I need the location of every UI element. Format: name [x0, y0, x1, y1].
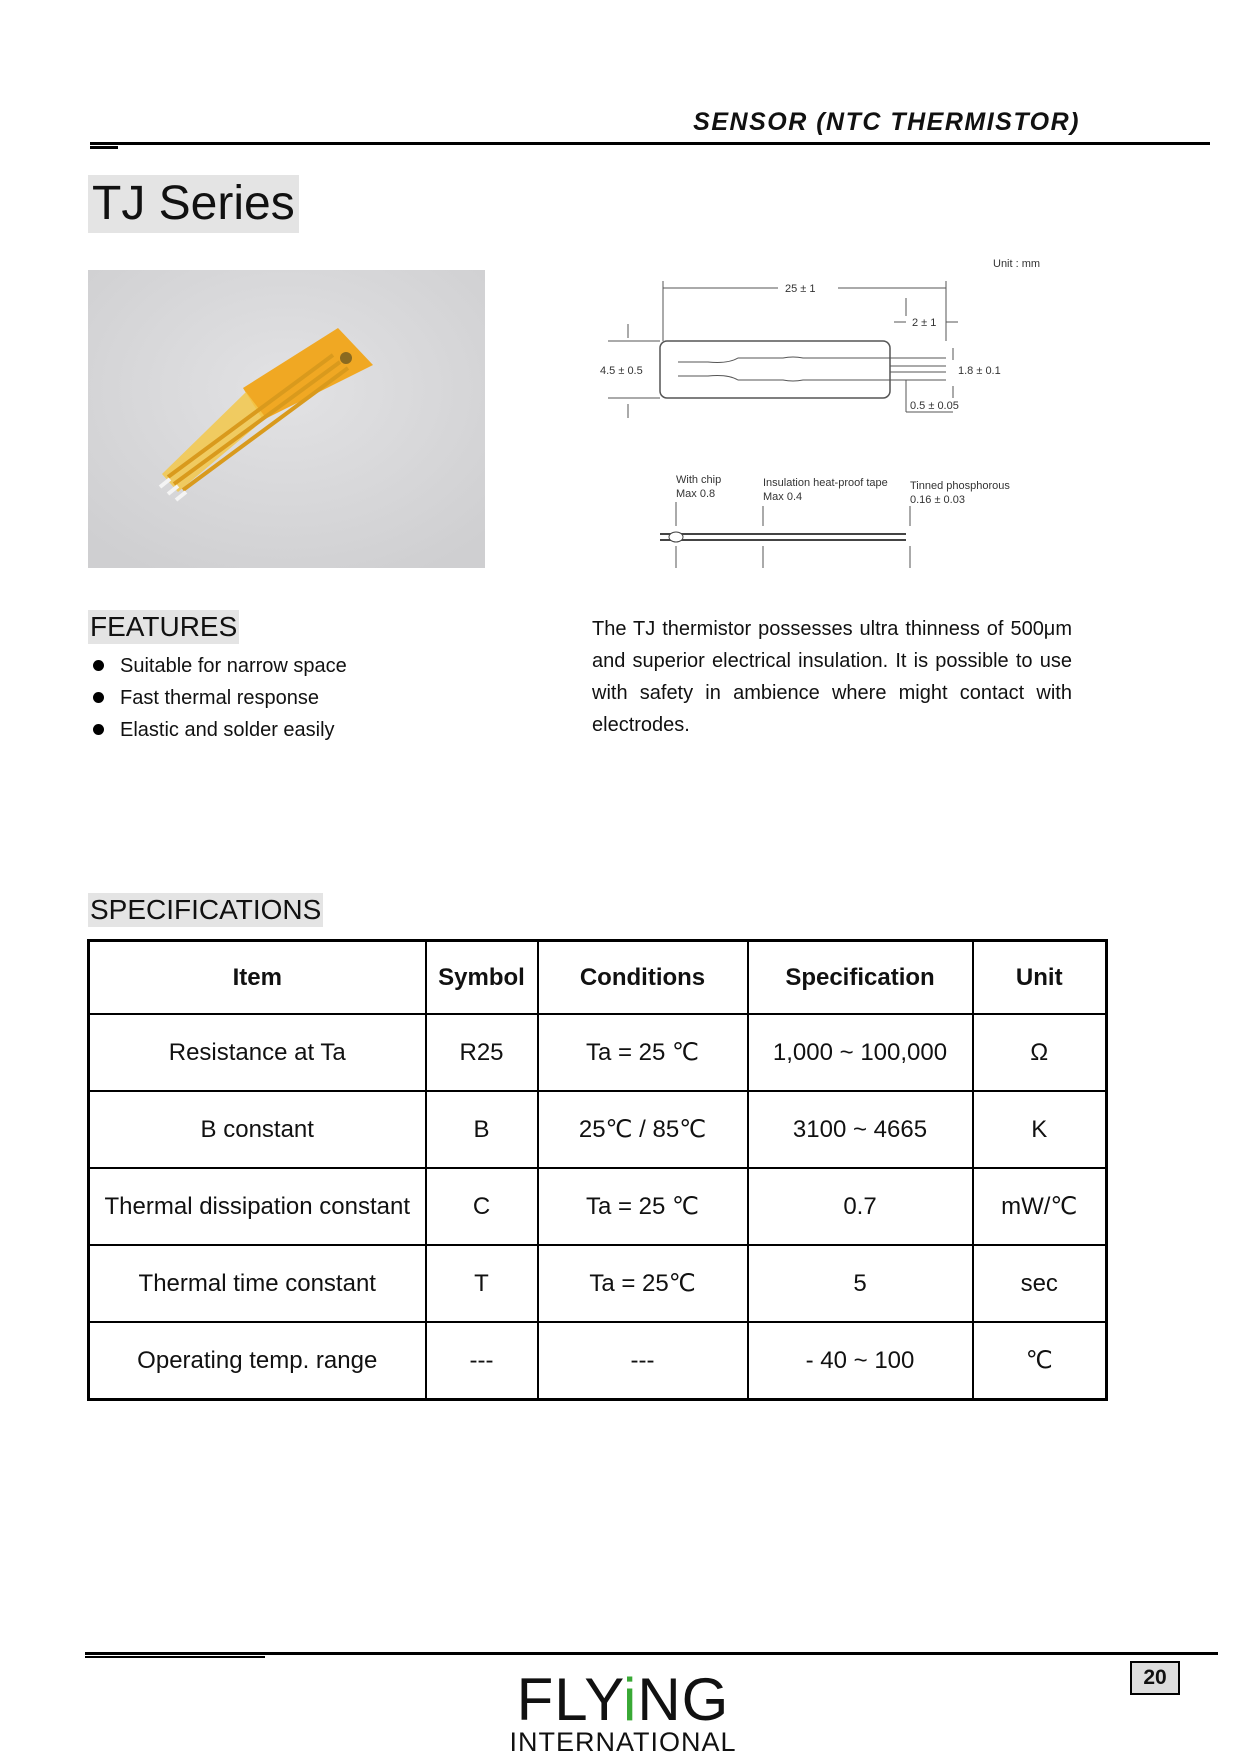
page-header-title: SENSOR (NTC THERMISTOR) — [693, 108, 1080, 136]
cell-conditions: Ta = 25℃ — [538, 1245, 748, 1322]
table-row — [89, 1245, 1107, 1322]
diagram-length: 25 ± 1 — [785, 283, 816, 295]
logo-text-accent: i — [623, 1666, 638, 1733]
diagram-lead-thickness: 0.16 ± 0.03 — [910, 494, 965, 506]
cell-item: B constant — [89, 1091, 426, 1168]
table-row — [89, 1091, 1107, 1168]
cell-symbol: --- — [426, 1322, 538, 1400]
list-item — [90, 682, 347, 714]
page-number: 20 — [1130, 1661, 1180, 1695]
feature-text: Fast thermal response — [120, 687, 319, 709]
column-header: Specification — [748, 941, 973, 1015]
specifications-heading: SPECIFICATIONS — [90, 894, 322, 925]
cell-conditions: Ta = 25 ℃ — [538, 1168, 748, 1245]
cell-symbol: T — [426, 1245, 538, 1322]
table-header-row — [89, 941, 1107, 1015]
list-item — [90, 714, 347, 746]
footer-rule-accent — [85, 1656, 265, 1658]
cell-specification: 5 — [748, 1245, 973, 1322]
diagram-lead-width: 0.5 ± 0.05 — [910, 400, 959, 412]
features-list — [90, 650, 347, 746]
footer-rule — [85, 1652, 1218, 1655]
cell-specification: - 40 ~ 100 — [748, 1322, 973, 1400]
cell-conditions: --- — [538, 1322, 748, 1400]
cell-symbol: B — [426, 1091, 538, 1168]
cell-conditions: 25℃ / 85℃ — [538, 1091, 748, 1168]
cell-item: Thermal time constant — [89, 1245, 426, 1322]
table-row — [89, 1168, 1107, 1245]
cell-item: Resistance at Ta — [89, 1014, 426, 1091]
cell-specification: 3100 ~ 4665 — [748, 1091, 973, 1168]
cell-specification: 0.7 — [748, 1168, 973, 1245]
diagram-chip-label: With chip — [676, 474, 722, 486]
features-heading: FEATURES — [90, 611, 238, 642]
diagram-lead-spacing: 1.8 ± 0.1 — [958, 365, 1001, 377]
cell-item: Thermal dissipation constant — [89, 1168, 426, 1245]
diagram-tape-max: Max 0.4 — [763, 491, 803, 503]
cell-unit: sec — [973, 1245, 1107, 1322]
diagram-tape-label: Insulation heat-proof tape — [763, 477, 888, 489]
feature-text: Suitable for narrow space — [120, 655, 347, 677]
specifications-table — [87, 939, 1108, 1401]
table-row — [89, 1014, 1107, 1091]
cell-conditions: Ta = 25 ℃ — [538, 1014, 748, 1091]
cell-unit: K — [973, 1091, 1107, 1168]
cell-symbol: R25 — [426, 1014, 538, 1091]
cell-specification: 1,000 ~ 100,000 — [748, 1014, 973, 1091]
cell-item: Operating temp. range — [89, 1322, 426, 1400]
logo-text-start: FLY — [516, 1666, 623, 1733]
cell-unit: mW/℃ — [973, 1168, 1107, 1245]
diagram-lead-label: Tinned phosphorous — [910, 480, 1010, 492]
diagram-tail: 2 ± 1 — [912, 317, 937, 329]
column-header: Unit — [973, 941, 1107, 1015]
feature-text: Elastic and solder easily — [120, 719, 335, 741]
bullet-icon — [93, 724, 104, 735]
company-logo — [508, 1666, 738, 1757]
logo-subtitle: INTERNATIONAL — [509, 1727, 737, 1757]
diagram-width: 4.5 ± 0.5 — [600, 365, 643, 377]
column-header: Symbol — [426, 941, 538, 1015]
logo-wordmark — [508, 1666, 738, 1733]
bullet-icon — [93, 660, 104, 671]
diagram-unit-label: Unit : mm — [993, 258, 1041, 270]
bullet-icon — [93, 692, 104, 703]
cell-unit: Ω — [973, 1014, 1107, 1091]
dimension-diagram — [588, 256, 1058, 572]
product-photo — [88, 270, 485, 568]
header-rule — [90, 142, 1210, 145]
product-description: The TJ thermistor possesses ultra thinness of 500μm and superior electrical insulation. It is possible to use with safety in ambience where might contact with electrodes. — [592, 618, 1072, 736]
cell-symbol: C — [426, 1168, 538, 1245]
diagram-chip-max: Max 0.8 — [676, 488, 716, 500]
column-header: Conditions — [538, 941, 748, 1015]
column-header: Item — [89, 941, 426, 1015]
logo-text-end: NG — [637, 1666, 730, 1733]
header-rule-accent — [90, 146, 118, 149]
table-row — [89, 1322, 1107, 1400]
cell-unit: ℃ — [973, 1322, 1107, 1400]
series-title: TJ Series — [88, 175, 299, 233]
list-item — [90, 650, 347, 682]
